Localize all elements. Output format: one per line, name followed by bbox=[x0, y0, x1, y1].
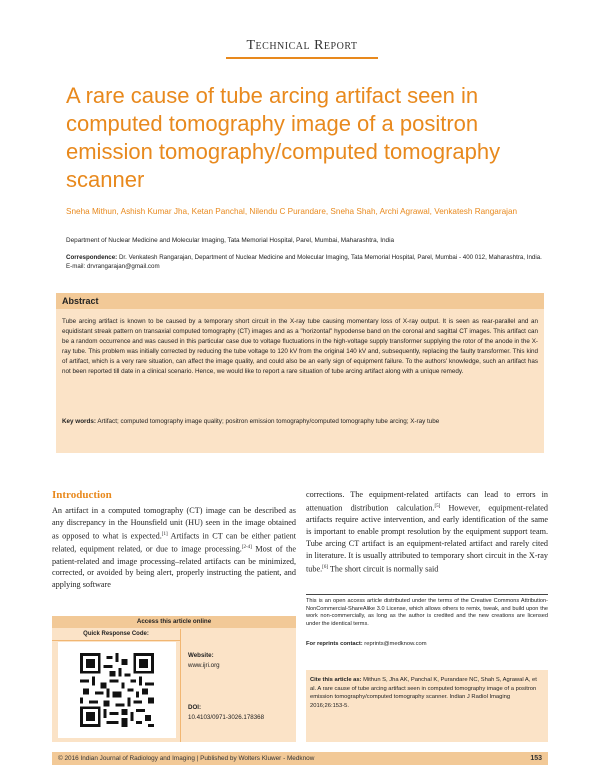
intro-text-4: corrections. The equipment-related artifacts can lead to errors in attenuation distribution calculation. bbox=[306, 490, 548, 513]
correspondence-text: Dr. Venkatesh Rangarajan, Department of Nuclear Medicine and Molecular Imaging, Tata Memorial Hospital, Parel, Mumbai - 400 012, Maharashtra, India. E-mail: drvrangarajan@gmail.com bbox=[66, 254, 542, 270]
qr-label: Quick Response Code: bbox=[83, 631, 149, 637]
license-text: This is an open access article distributed under the terms of the Creative Commons Attribution-NonCommercial-ShareAlike 3.0 License, which allows others to remix, tweak, and build upon the work non-commercially, as long as the author is credited and the new creations are licensed under the identical terms. bbox=[306, 598, 548, 627]
ref-2-4[interactable]: [2-4] bbox=[241, 545, 252, 551]
ref-1[interactable]: [1] bbox=[161, 531, 168, 537]
reprints-label: For reprints contact: bbox=[306, 641, 363, 647]
doi-label: DOI: bbox=[188, 704, 202, 711]
ref-6[interactable]: [6] bbox=[322, 564, 328, 570]
affiliation: Department of Nuclear Medicine and Molecular Imaging, Tata Memorial Hospital, Parel, Mumbai, Maharashtra, India bbox=[66, 237, 395, 244]
qr-code-icon bbox=[80, 653, 154, 727]
vdivider bbox=[180, 629, 181, 742]
citation-label: Cite this article as: bbox=[310, 677, 362, 683]
citation-text bbox=[310, 676, 544, 710]
reprints bbox=[306, 641, 548, 647]
footer-bar bbox=[52, 752, 548, 765]
keywords-label: Key words: bbox=[62, 418, 96, 425]
introduction-right-column bbox=[306, 489, 548, 575]
article-title: A rare cause of tube arcing artifact seen in computed tomography image of a positron emission tomography/computed tomography scanner bbox=[66, 83, 501, 192]
keywords-text: Artifact; computed tomography image quality; positron emission tomography/computed tomography tube arcing; X-ray tube bbox=[95, 418, 440, 425]
footer-text: © 2016 Indian Journal of Radiology and Imaging | Published by Wolters Kluwer - Medknow bbox=[58, 755, 315, 762]
introduction-left-column bbox=[52, 505, 296, 591]
website-link[interactable]: www.ijri.org bbox=[188, 662, 220, 669]
intro-text-2: Artifacts in CT can be either patient related, equipment related, or due to image processing. bbox=[52, 531, 296, 554]
website-label: Website: bbox=[188, 652, 214, 659]
keywords bbox=[62, 417, 538, 427]
author-list: Sneha Mithun, Ashish Kumar Jha, Ketan Panchal, Nilendu C Purandare, Sneha Shah, Archi Agrawal, Venkatesh Rangarajan bbox=[66, 207, 518, 216]
abstract-body: Tube arcing artifact is known to be caused by a temporary short circuit in the X-ray tube causing momentary loss of X-ray output. It is seen as rear-parallel and an equidistant streak pattern on transaxial computed tomography (CT) images and as a "horizontal" hypodense band on the coronal and sagittal CT images. This artifact can be a random occurrence and was caused in this particular case due to voltage fluctuations in the high-voltage supply transformer supplying the rotor of the anode in the X-ray tube. This problem was initially corrected by reducing the tube voltage to 120 kV from the original 140 kV and, subsequently, replacing the faulty transformer. This kind of artifact, which is a very rare situation, can affect the image quality, and could also be an early sign of equipment failure. To the authors' knowledge, such an artifact has not been reported till date in a clinical scenario. Hence, we would like to report a rare situation of tube arcing artifact along with a unique remedy. bbox=[62, 318, 538, 375]
ref-5[interactable]: [5] bbox=[434, 503, 441, 509]
hdivider bbox=[52, 640, 180, 641]
introduction-heading: Introduction bbox=[52, 489, 112, 501]
intro-text-5: However, equipment-related artifacts require active intervention, and early identification of the same is important to enable prompt resolution by the equipment support team. Tube arcing CT artifact is an equipment-related artifact and rarely cited in literature. It is usually attributed to temporary short circuit in the X-ray tube. bbox=[306, 503, 548, 574]
correspondence-label: Correspondence: bbox=[66, 254, 118, 261]
correspondence bbox=[66, 253, 546, 271]
intro-text-1: An artifact in a computed tomography (CT) image can be described as any discrepancy in the Hounsfield unit (HU) seen in the image obtained as opposed to what is expected. bbox=[52, 506, 296, 541]
citation-body: Mithun S, Jha AK, Panchal K, Purandare NC, Shah S, Agrawal A, et al. A rare cause of tube arcing artifact seen in computed tomography image of a positron emission tomography/computed tomography scanner. Indian J Radiol Imaging 2016;26:153-5. bbox=[310, 677, 537, 709]
reprints-email[interactable]: reprints@medknow.com bbox=[362, 641, 427, 647]
abstract-heading: Abstract bbox=[56, 293, 544, 309]
qr-wrapper[interactable] bbox=[58, 642, 176, 738]
access-box bbox=[52, 616, 296, 742]
access-heading: Access this article online bbox=[52, 616, 296, 628]
abstract-box bbox=[56, 293, 544, 453]
license-rule bbox=[306, 594, 548, 595]
intro-text-6: The short circuit is normally said bbox=[328, 564, 439, 574]
section-label-rule bbox=[226, 57, 378, 59]
page-number: 153 bbox=[530, 755, 542, 762]
doi-link[interactable]: 10.4103/0971-3026.178368 bbox=[188, 714, 265, 721]
intro-text-3: Most of the patient-related and image processing–related artifacts can be minimized, corrected, or avoided by being alert, properly instructing the patient, and applying software bbox=[52, 544, 296, 590]
section-label: Technical Report bbox=[246, 38, 358, 53]
citation-box bbox=[306, 670, 548, 742]
